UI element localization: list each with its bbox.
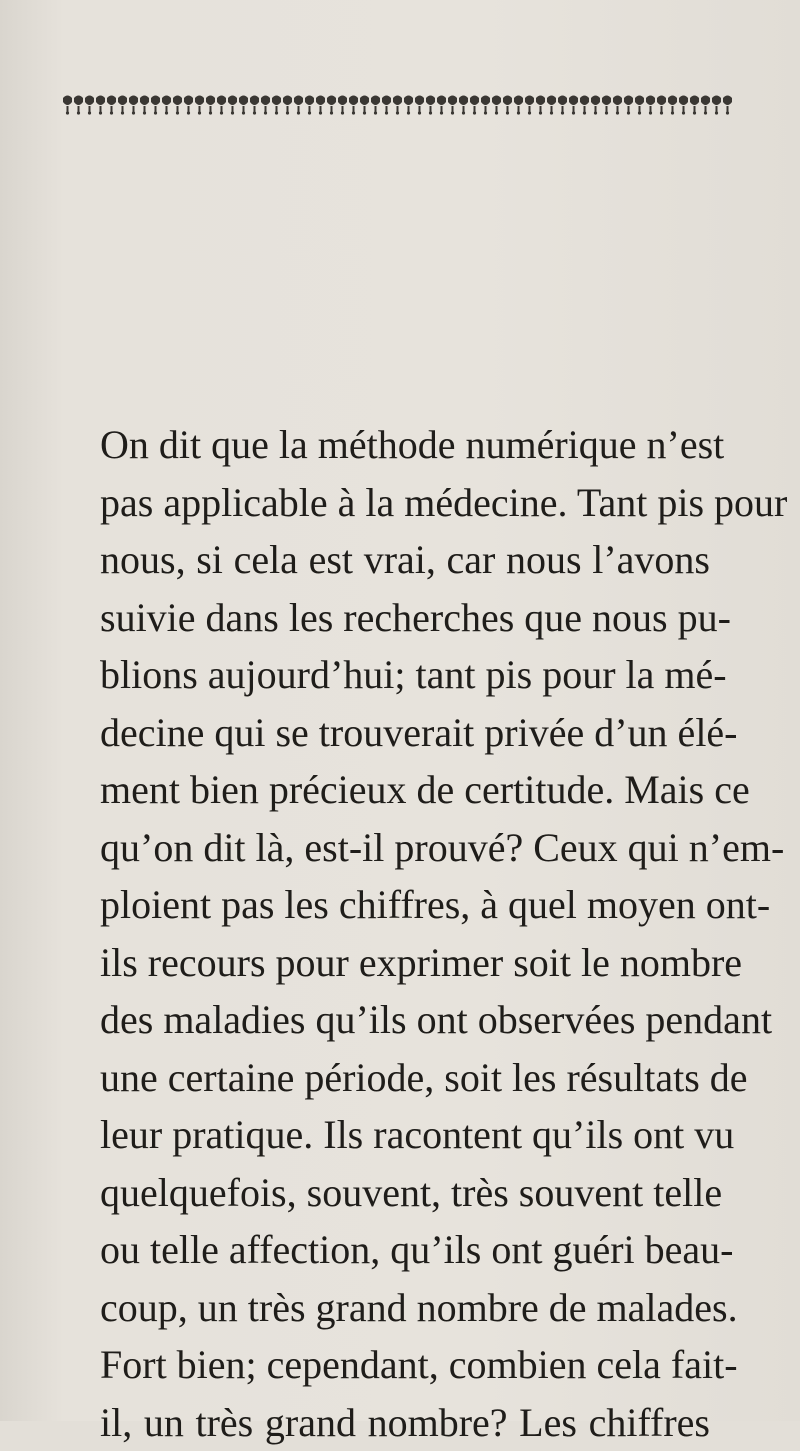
- body-paragraph: [100, 416, 710, 1451]
- text-line: nous, si cela est vrai, car nous l’avons: [100, 531, 710, 589]
- text-line: pas applicable à la médecine. Tant pis pour: [100, 474, 710, 532]
- text-line: qu’on dit là, est-il prouvé? Ceux qui n’em-: [100, 819, 710, 877]
- text-line: ils recours pour exprimer soit le nombre: [100, 934, 710, 992]
- text-line: ou telle affection, qu’ils ont guéri beau-: [100, 1221, 710, 1279]
- text-line: Fort bien; cependant, combien cela fait-: [100, 1336, 710, 1394]
- text-line: On dit que la méthode numérique n’est: [100, 416, 710, 474]
- text-line: ment bien précieux de certitude. Mais ce: [100, 761, 710, 819]
- text-line: ploient pas les chiffres, à quel moyen ont-: [100, 876, 710, 934]
- text-line: des maladies qu’ils ont observées pendant: [100, 991, 710, 1049]
- text-line: il, un très grand nombre? Les chiffres: [100, 1394, 710, 1451]
- decorative-border-band-icon: [62, 92, 734, 116]
- text-line: leur pratique. Ils racontent qu’ils ont vu: [100, 1106, 710, 1164]
- text-line: coup, un très grand nombre de malades.: [100, 1279, 710, 1337]
- text-line: suivie dans les recherches que nous pu-: [100, 589, 710, 647]
- text-line: quelquefois, souvent, très souvent telle: [100, 1164, 710, 1222]
- text-line: blions aujourd’hui; tant pis pour la mé-: [100, 646, 710, 704]
- text-line: une certaine période, soit les résultats de: [100, 1049, 710, 1107]
- text-line: decine qui se trouverait privée d’un élé-: [100, 704, 710, 762]
